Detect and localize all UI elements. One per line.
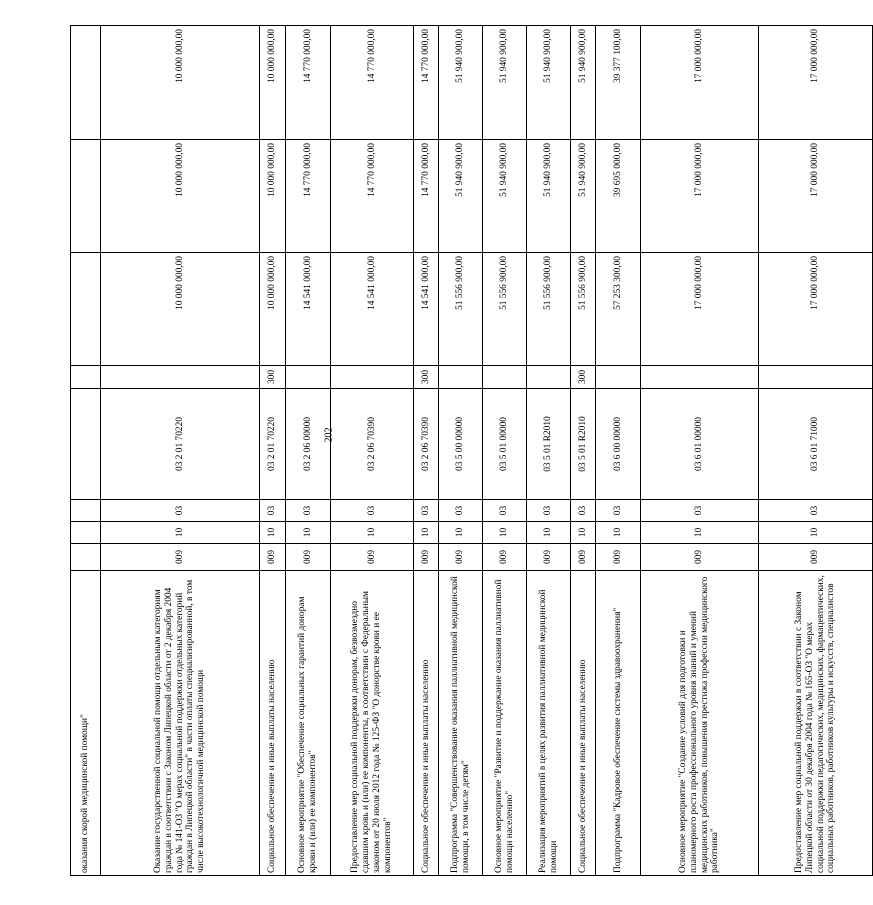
amount-year1-cell: 51 556 900,00 <box>527 253 571 366</box>
grbs-code-cell: 009 <box>571 544 596 571</box>
amount-year2-cell: 51 940 900,00 <box>571 140 596 253</box>
grbs-code-cell: 009 <box>596 544 641 571</box>
target-article-cell: 03 2 06 00000 <box>286 389 331 500</box>
expense-type-cell <box>101 366 260 389</box>
section-code-cell <box>71 522 101 544</box>
row-name-cell: Подпрограмма "Кадровое обеспечение системы здравоохранения" <box>596 571 641 876</box>
table-row <box>260 26 286 876</box>
amount-year2-cell: 17 000 000,00 <box>641 140 759 253</box>
section-code-cell: 10 <box>331 522 414 544</box>
target-article-cell: 03 2 01 70220 <box>260 389 286 500</box>
subsection-code-cell: 03 <box>641 500 759 522</box>
amount-year1-cell: 10 000 000,00 <box>101 253 260 366</box>
amount-year3-cell <box>71 26 101 140</box>
table-row <box>483 26 527 876</box>
amount-year3-cell: 10 000 000,00 <box>101 26 260 140</box>
section-code-cell: 10 <box>759 522 873 544</box>
amount-year3-cell: 17 000 000,00 <box>641 26 759 140</box>
row-name-cell: Основное мероприятие "Развитие и поддержание оказания паллиативной помощи населению" <box>483 571 527 876</box>
subsection-code-cell: 03 <box>101 500 260 522</box>
expense-type-cell <box>641 366 759 389</box>
amount-year3-cell: 51 940 900,00 <box>571 26 596 140</box>
row-name-cell: Оказание государственной социальной помощи отдельным категориям граждан в соответствии с Законом Липецкой области от 2 декабря 2004 года № 141-ОЗ "О мерах социальной поддержки отдельных категорий граждан в Липецкой области" в части оплаты специализированной, в том числе высокотехнологичной медицинской помощи <box>101 571 260 876</box>
grbs-code-cell: 009 <box>101 544 260 571</box>
amount-year3-cell: 51 940 900,00 <box>439 26 483 140</box>
amount-year1-cell: 17 000 000,00 <box>759 253 873 366</box>
table-row <box>71 26 101 876</box>
row-name-cell: Реализация мероприятий в целях развития паллиативной медицинской помощи <box>527 571 571 876</box>
amount-year2-cell: 17 000 000,00 <box>759 140 873 253</box>
target-article-cell: 03 5 01 00000 <box>483 389 527 500</box>
grbs-code-cell: 009 <box>260 544 286 571</box>
section-code-cell: 10 <box>571 522 596 544</box>
expense-type-cell <box>286 366 331 389</box>
amount-year2-cell: 51 940 900,00 <box>483 140 527 253</box>
subsection-code-cell: 03 <box>483 500 527 522</box>
amount-year1-cell <box>71 253 101 366</box>
amount-year2-cell: 10 000 000,00 <box>101 140 260 253</box>
target-article-cell: 03 5 00 00000 <box>439 389 483 500</box>
grbs-code-cell: 009 <box>439 544 483 571</box>
grbs-code-cell: 009 <box>414 544 439 571</box>
table-row <box>286 26 331 876</box>
budget-table-body <box>71 26 873 876</box>
amount-year1-cell: 57 253 300,00 <box>596 253 641 366</box>
table-row <box>759 26 873 876</box>
table-row <box>527 26 571 876</box>
amount-year2-cell <box>71 140 101 253</box>
amount-year3-cell: 39 377 100,00 <box>596 26 641 140</box>
amount-year1-cell: 10 000 000,00 <box>260 253 286 366</box>
target-article-cell: 03 2 06 70390 <box>331 389 414 500</box>
subsection-code-cell: 03 <box>414 500 439 522</box>
amount-year1-cell: 14 541 000,00 <box>414 253 439 366</box>
amount-year2-cell: 51 940 900,00 <box>439 140 483 253</box>
table-row <box>641 26 759 876</box>
budget-table-rotated <box>70 26 837 876</box>
row-name-cell: Социальное обеспечение и иные выплаты населению <box>571 571 596 876</box>
grbs-code-cell: 009 <box>527 544 571 571</box>
expense-type-cell <box>439 366 483 389</box>
target-article-cell: 03 2 06 70390 <box>414 389 439 500</box>
expense-type-cell: 300 <box>414 366 439 389</box>
expense-type-cell <box>71 366 101 389</box>
page-number-text: 202 <box>323 427 335 443</box>
table-row <box>596 26 641 876</box>
section-code-cell: 10 <box>439 522 483 544</box>
target-article-cell: 03 6 01 71000 <box>759 389 873 500</box>
amount-year3-cell: 10 000 000,00 <box>260 26 286 140</box>
amount-year2-cell: 39 695 000,00 <box>596 140 641 253</box>
target-article-cell <box>71 389 101 500</box>
section-code-cell: 10 <box>286 522 331 544</box>
target-article-cell: 03 6 01 00000 <box>641 389 759 500</box>
table-row <box>439 26 483 876</box>
grbs-code-cell: 009 <box>483 544 527 571</box>
grbs-code-cell <box>71 544 101 571</box>
section-code-cell: 10 <box>596 522 641 544</box>
row-name-cell: Основное мероприятие "Создание условий для подготовки и планомерного роста профессионального уровня знаний и умений медицинских работников, повышения престижа профессии медицинского работника" <box>641 571 759 876</box>
row-name-cell: оказания скорой медицинской помощи" <box>71 571 101 876</box>
row-name-cell: Предоставление мер социальной поддержки донорам, безвозмездно сдавшим кровь и (или) ее компоненты, в соответствии с Федеральным законом от 20 июля 2012 года № 125-ФЗ "О донорстве крови и ее компонентов" <box>331 571 414 876</box>
amount-year3-cell: 14 770 000,00 <box>414 26 439 140</box>
section-code-cell: 10 <box>483 522 527 544</box>
amount-year1-cell: 14 541 000,00 <box>286 253 331 366</box>
section-code-cell: 10 <box>260 522 286 544</box>
amount-year3-cell: 14 770 000,00 <box>331 26 414 140</box>
target-article-cell: 03 6 00 00000 <box>596 389 641 500</box>
amount-year3-cell: 14 770 000,00 <box>286 26 331 140</box>
amount-year1-cell: 51 556 900,00 <box>483 253 527 366</box>
table-row <box>571 26 596 876</box>
row-name-cell: Подпрограмма "Совершенствование оказания паллиативной медицинской помощи, в том числе детям" <box>439 571 483 876</box>
target-article-cell: 03 5 01 R2010 <box>571 389 596 500</box>
subsection-code-cell: 03 <box>331 500 414 522</box>
amount-year3-cell: 51 940 900,00 <box>527 26 571 140</box>
amount-year1-cell: 51 556 900,00 <box>439 253 483 366</box>
subsection-code-cell: 03 <box>260 500 286 522</box>
subsection-code-cell: 03 <box>759 500 873 522</box>
grbs-code-cell: 009 <box>759 544 873 571</box>
section-code-cell: 10 <box>414 522 439 544</box>
subsection-code-cell: 03 <box>286 500 331 522</box>
subsection-code-cell: 03 <box>596 500 641 522</box>
subsection-code-cell <box>71 500 101 522</box>
amount-year1-cell: 17 000 000,00 <box>641 253 759 366</box>
subsection-code-cell: 03 <box>571 500 596 522</box>
target-article-cell: 03 2 01 70220 <box>101 389 260 500</box>
section-code-cell: 10 <box>527 522 571 544</box>
section-code-cell: 10 <box>101 522 260 544</box>
row-name-cell: Предоставление мер социальной поддержки в соответствии с Законом Липецкой области от 30 декабря 2004 года № 165-ОЗ "О мерах социальной поддержки педагогических, медицинских, фармацевтических, социальных работников, работников культуры и искусств, специалистов <box>759 571 873 876</box>
expense-type-cell <box>331 366 414 389</box>
grbs-code-cell: 009 <box>331 544 414 571</box>
amount-year2-cell: 14 770 000,00 <box>331 140 414 253</box>
expense-type-cell <box>483 366 527 389</box>
expense-type-cell <box>596 366 641 389</box>
amount-year2-cell: 10 000 000,00 <box>260 140 286 253</box>
target-article-cell: 03 5 01 R2010 <box>527 389 571 500</box>
subsection-code-cell: 03 <box>527 500 571 522</box>
amount-year2-cell: 14 770 000,00 <box>414 140 439 253</box>
amount-year3-cell: 17 000 000,00 <box>759 26 873 140</box>
subsection-code-cell: 03 <box>439 500 483 522</box>
table-row <box>414 26 439 876</box>
expense-type-cell: 300 <box>571 366 596 389</box>
row-name-cell: Социальное обеспечение и иные выплаты населению <box>260 571 286 876</box>
expense-type-cell: 300 <box>260 366 286 389</box>
table-row <box>331 26 414 876</box>
amount-year2-cell: 51 940 900,00 <box>527 140 571 253</box>
row-name-cell: Социальное обеспечение и иные выплаты населению <box>414 571 439 876</box>
row-name-cell: Основное мероприятие "Обеспечение социальных гарантий донорам крови и (или) ее компонентов" <box>286 571 331 876</box>
expense-type-cell <box>759 366 873 389</box>
expense-type-cell <box>527 366 571 389</box>
grbs-code-cell: 009 <box>641 544 759 571</box>
section-code-cell: 10 <box>641 522 759 544</box>
amount-year3-cell: 51 940 900,00 <box>483 26 527 140</box>
table-row <box>101 26 260 876</box>
grbs-code-cell: 009 <box>286 544 331 571</box>
amount-year1-cell: 14 541 000,00 <box>331 253 414 366</box>
amount-year1-cell: 51 556 900,00 <box>571 253 596 366</box>
amount-year2-cell: 14 770 000,00 <box>286 140 331 253</box>
budget-table <box>70 25 873 876</box>
